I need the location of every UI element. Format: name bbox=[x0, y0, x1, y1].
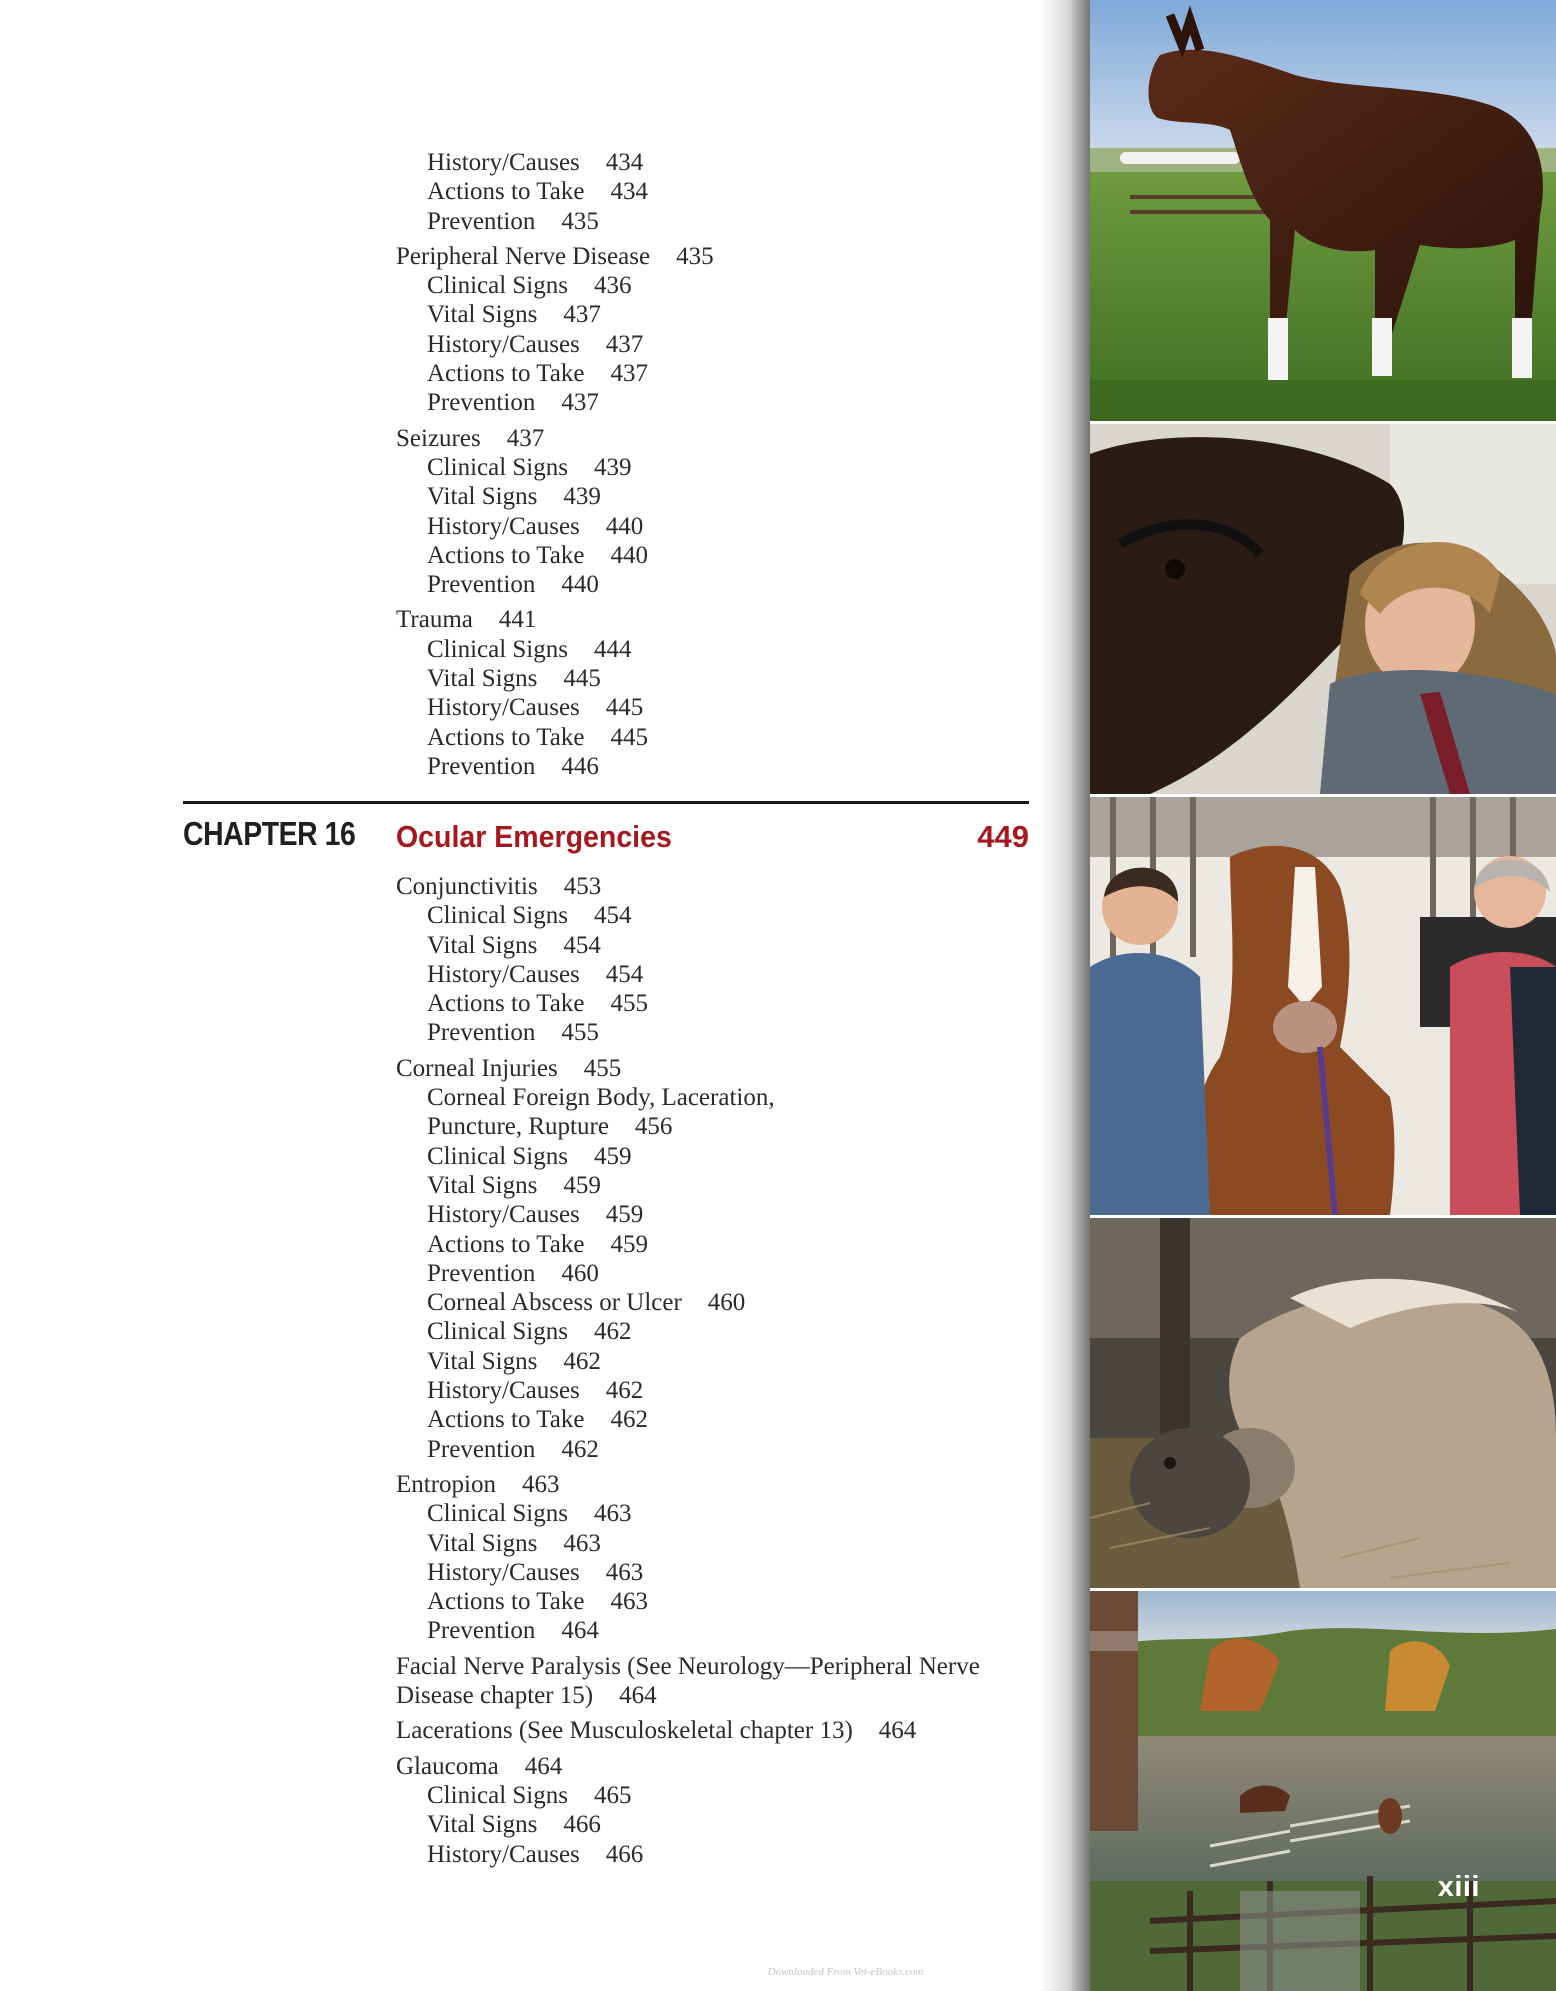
toc-entry-title: Seizures bbox=[396, 424, 481, 452]
toc-subentry bbox=[396, 570, 1036, 599]
toc-subentry-title: Actions to Take bbox=[427, 990, 585, 1018]
toc-entry-title: Facial Nerve Paralysis (See Neurology—Peripheral Nerve bbox=[396, 1652, 980, 1680]
toc-entry bbox=[396, 242, 1036, 271]
toc-subentry bbox=[396, 1259, 1036, 1288]
toc-subentry-title: Clinical Signs bbox=[427, 272, 568, 300]
toc-subentry-page: 462 bbox=[563, 1347, 601, 1375]
toc-subentry bbox=[396, 1083, 1036, 1112]
toc-entry-group bbox=[396, 1716, 1036, 1745]
toc-subentry bbox=[396, 1840, 1036, 1869]
toc-entry bbox=[396, 1652, 1036, 1681]
toc-subentry-title: Clinical Signs bbox=[427, 1781, 568, 1809]
toc-subentry-title: History/Causes bbox=[427, 330, 580, 358]
toc-subentry-page: 462 bbox=[593, 1318, 632, 1346]
toc-subentry bbox=[396, 1112, 1036, 1141]
toc-subentry-page: 455 bbox=[610, 990, 648, 1018]
toc-subentry bbox=[396, 271, 1036, 300]
toc-subentry bbox=[396, 1317, 1036, 1346]
toc-entry-page: 463 bbox=[522, 1470, 560, 1498]
toc-subentry bbox=[396, 1781, 1036, 1810]
toc-subentry-page: 437 bbox=[561, 389, 599, 417]
toc-subentry bbox=[396, 1171, 1036, 1200]
toc-subentry-page: 434 bbox=[605, 149, 644, 176]
toc-subentry bbox=[396, 1405, 1036, 1434]
toc-subentry-page: 462 bbox=[605, 1377, 644, 1405]
toc-entry-page: 453 bbox=[563, 873, 602, 900]
toc-subentry-page: 463 bbox=[610, 1588, 648, 1616]
toc-subentry bbox=[396, 960, 1036, 989]
toc-subentry bbox=[396, 207, 1036, 236]
toc-subentry-page: 459 bbox=[563, 1171, 601, 1199]
toc-entry-page: 437 bbox=[506, 424, 545, 452]
mare-and-foal-photo bbox=[1090, 1218, 1556, 1588]
chapter-label: CHAPTER 16 bbox=[183, 815, 356, 852]
toc-entry-title: Glaucoma bbox=[396, 1752, 499, 1780]
vet-and-owner-with-horse-photo bbox=[1090, 797, 1556, 1215]
toc-subentry-title: Actions to Take bbox=[427, 1406, 585, 1434]
toc-subentry bbox=[396, 1529, 1036, 1558]
toc-entry-page: 464 bbox=[619, 1682, 657, 1710]
toc-subentry-title: History/Causes bbox=[427, 1558, 580, 1586]
toc-subentry-page: 462 bbox=[561, 1435, 599, 1463]
toc-subentry-page: 445 bbox=[563, 665, 601, 693]
toc-entry-page: 435 bbox=[676, 242, 714, 270]
toc-entry-group bbox=[396, 242, 1036, 418]
toc-subentry bbox=[396, 177, 1036, 206]
toc-subentry-page: 460 bbox=[707, 1289, 746, 1317]
toc-subentry-page: 454 bbox=[593, 902, 632, 930]
toc-subentry-page: 465 bbox=[593, 1781, 632, 1809]
toc-subentry-title: Corneal Abscess or Ulcer bbox=[427, 1289, 682, 1317]
toc-entry-continued bbox=[396, 1681, 1036, 1710]
photo-strip bbox=[1090, 0, 1556, 1991]
toc-subentry-title: Clinical Signs bbox=[427, 902, 568, 930]
toc-subentry-title: Actions to Take bbox=[427, 178, 585, 206]
toc-subentry-page: 463 bbox=[593, 1500, 632, 1528]
toc-subentry-page: 456 bbox=[634, 1113, 673, 1141]
toc-subentry bbox=[396, 359, 1036, 388]
toc-entry-group bbox=[396, 1752, 1036, 1869]
toc-subentry-title: History/Causes bbox=[427, 512, 580, 540]
toc-subentry-page: 446 bbox=[561, 752, 599, 780]
toc-subentry-page: 437 bbox=[610, 360, 648, 388]
toc-entry bbox=[396, 1752, 1036, 1781]
toc-subentry bbox=[396, 664, 1036, 693]
toc-subentry bbox=[396, 330, 1036, 359]
toc-subentry-title: Prevention bbox=[427, 571, 536, 599]
toc-subentry bbox=[396, 1616, 1036, 1645]
toc-subentry-title: Prevention bbox=[427, 1259, 536, 1287]
toc-entry-page: 441 bbox=[498, 606, 537, 634]
toc-entry-group bbox=[396, 1652, 1036, 1711]
toc-subentry-title: History/Causes bbox=[427, 694, 580, 722]
toc-subentry bbox=[396, 989, 1036, 1018]
toc-subentry bbox=[396, 1376, 1036, 1405]
toc-subentry-page: 439 bbox=[593, 453, 632, 481]
toc-subentry bbox=[396, 453, 1036, 482]
toc-subentry bbox=[396, 901, 1036, 930]
toc-entry-group bbox=[396, 1054, 1036, 1464]
toc-subentry-page: 437 bbox=[605, 330, 644, 358]
toc-entry bbox=[396, 424, 1036, 453]
toc-subentry bbox=[396, 482, 1036, 511]
toc-entry-page: 464 bbox=[524, 1752, 563, 1780]
toc-subentry-page: 440 bbox=[561, 571, 599, 599]
toc-subentry-title: Clinical Signs bbox=[427, 1318, 568, 1346]
toc-entry-title: Trauma bbox=[396, 606, 473, 634]
toc-subentry-title: Actions to Take bbox=[427, 723, 585, 751]
toc-subentry-page: 463 bbox=[563, 1529, 601, 1557]
toc-entry-group bbox=[396, 605, 1036, 781]
toc-subentry-page: 445 bbox=[605, 694, 644, 722]
toc-entry-title: Corneal Injuries bbox=[396, 1054, 558, 1082]
toc-subentry bbox=[396, 723, 1036, 752]
toc-subentry-title: Corneal Foreign Body, Laceration, bbox=[427, 1084, 775, 1112]
page-gutter-shadow bbox=[1040, 0, 1090, 1991]
toc-subentry bbox=[396, 1587, 1036, 1616]
toc-subentry-title: Clinical Signs bbox=[427, 1142, 568, 1170]
toc-subentry-title: Vital Signs bbox=[427, 483, 538, 511]
toc-subentry bbox=[396, 635, 1036, 664]
toc-subentry-title: History/Causes bbox=[427, 1840, 580, 1868]
flooded-pasture-photo bbox=[1090, 1591, 1556, 1991]
page-number: xiii bbox=[1437, 1871, 1480, 1903]
toc-subentry-title: History/Causes bbox=[427, 960, 580, 988]
toc-subentry-title: Prevention bbox=[427, 207, 536, 235]
toc-subentry-page: 434 bbox=[610, 178, 648, 206]
toc-subentry-page: 459 bbox=[610, 1230, 648, 1258]
toc-subentry-page: 466 bbox=[563, 1811, 601, 1839]
toc-subentry-title: Actions to Take bbox=[427, 541, 585, 569]
toc-subentry-page: 463 bbox=[605, 1558, 644, 1586]
toc-subentry-page: 466 bbox=[605, 1840, 644, 1868]
toc-subentry bbox=[396, 1435, 1036, 1464]
toc-entry bbox=[396, 872, 1036, 901]
horse-and-woman-photo bbox=[1090, 424, 1556, 794]
toc-subentry-page: 460 bbox=[561, 1259, 599, 1287]
toc-subentry-title: Clinical Signs bbox=[427, 453, 568, 481]
toc-subentry-page: 464 bbox=[561, 1617, 599, 1645]
toc-subentry bbox=[396, 541, 1036, 570]
toc-subentry bbox=[396, 512, 1036, 541]
toc-subentry bbox=[396, 1018, 1036, 1047]
toc-subentry-page: 445 bbox=[610, 723, 648, 751]
toc-subentry-title: Vital Signs bbox=[427, 301, 538, 329]
toc-entry-page: 464 bbox=[878, 1717, 917, 1745]
toc-subentry-title: Prevention bbox=[427, 389, 536, 417]
toc-subentry-page: 436 bbox=[593, 272, 632, 300]
toc-subentry-title: Actions to Take bbox=[427, 1588, 585, 1616]
toc-entry-title: Conjunctivitis bbox=[396, 873, 538, 900]
toc-subentry bbox=[396, 931, 1036, 960]
toc-subentry bbox=[396, 1142, 1036, 1171]
toc-subentry bbox=[396, 388, 1036, 417]
toc-subentry-page: 439 bbox=[563, 483, 601, 511]
toc-subentry-page: 454 bbox=[563, 931, 601, 959]
toc-subentry-title: Prevention bbox=[427, 1435, 536, 1463]
toc-subentry-title: Clinical Signs bbox=[427, 635, 568, 663]
toc-entry bbox=[396, 1716, 1036, 1745]
chapter-title: Ocular Emergencies bbox=[396, 819, 672, 854]
toc-subentry-page: 437 bbox=[563, 301, 601, 329]
toc-subentry bbox=[396, 1558, 1036, 1587]
toc-entry-title: Entropion bbox=[396, 1470, 496, 1498]
toc-subentry-title: Vital Signs bbox=[427, 931, 538, 959]
toc-subentry-page: 454 bbox=[605, 960, 644, 988]
toc-entry-group bbox=[396, 872, 1036, 1048]
toc-subentry-title: Prevention bbox=[427, 1617, 536, 1645]
toc-entry-group bbox=[396, 1470, 1036, 1646]
toc-subentry-title: Vital Signs bbox=[427, 665, 538, 693]
chapter-page-number: 449 bbox=[977, 819, 1029, 854]
toc-subentry bbox=[396, 300, 1036, 329]
toc-subentry-page: 440 bbox=[610, 541, 648, 569]
toc-subentry-title: Vital Signs bbox=[427, 1811, 538, 1839]
toc-entry bbox=[396, 605, 1036, 634]
toc-entry-title: Lacerations (See Musculoskeletal chapter 13) bbox=[396, 1717, 853, 1745]
toc-entry bbox=[396, 1054, 1036, 1083]
toc-subentry-title: Prevention bbox=[427, 752, 536, 780]
toc-subentry-title: Prevention bbox=[427, 1019, 536, 1047]
chapter-divider bbox=[183, 801, 1029, 804]
toc-subentry bbox=[396, 1347, 1036, 1376]
toc-subentry bbox=[396, 1288, 1036, 1317]
toc-entry-group bbox=[396, 424, 1036, 600]
toc-subentry-page: 459 bbox=[593, 1142, 632, 1170]
toc-subentry-title: History/Causes bbox=[427, 1201, 580, 1229]
toc-subentry-page: 440 bbox=[605, 512, 644, 540]
toc-subentry-page: 455 bbox=[561, 1019, 599, 1047]
toc-subentry-page: 444 bbox=[593, 635, 632, 663]
toc-subentry-title: Clinical Signs bbox=[427, 1500, 568, 1528]
toc-subentry bbox=[396, 752, 1036, 781]
toc-subentry-title: Vital Signs bbox=[427, 1529, 538, 1557]
toc-subentry bbox=[396, 693, 1036, 722]
toc-subentry-page: 459 bbox=[605, 1201, 644, 1229]
toc-entry-page: 455 bbox=[583, 1054, 622, 1082]
toc-entry bbox=[396, 1470, 1036, 1499]
toc-subentry-title: History/Causes bbox=[427, 1377, 580, 1405]
toc-subentry-title: Puncture, Rupture bbox=[427, 1113, 609, 1141]
toc-subentry-title: History/Causes bbox=[427, 149, 580, 176]
toc-subentry-page: 435 bbox=[561, 207, 599, 235]
toc-subentry-title: Actions to Take bbox=[427, 360, 585, 388]
toc-section-lower bbox=[396, 872, 1036, 1875]
download-watermark: Downloaded From Vet-eBooks.com bbox=[767, 1966, 924, 1978]
toc-entry-group bbox=[396, 148, 1036, 236]
toc-subentry-title: Vital Signs bbox=[427, 1347, 538, 1375]
toc-subentry bbox=[396, 148, 1036, 177]
horse-standing-photo bbox=[1090, 0, 1556, 421]
toc-subentry-title: Vital Signs bbox=[427, 1171, 538, 1199]
toc-subentry bbox=[396, 1810, 1036, 1839]
toc-subentry-page: 462 bbox=[610, 1406, 648, 1434]
toc-section-upper bbox=[396, 148, 1036, 787]
toc-subentry-title: Actions to Take bbox=[427, 1230, 585, 1258]
toc-subentry bbox=[396, 1230, 1036, 1259]
toc-entry-title: Peripheral Nerve Disease bbox=[396, 242, 651, 270]
toc-subentry bbox=[396, 1499, 1036, 1528]
toc-subentry bbox=[396, 1200, 1036, 1229]
toc-entry-title: Disease chapter 15) bbox=[396, 1682, 594, 1710]
